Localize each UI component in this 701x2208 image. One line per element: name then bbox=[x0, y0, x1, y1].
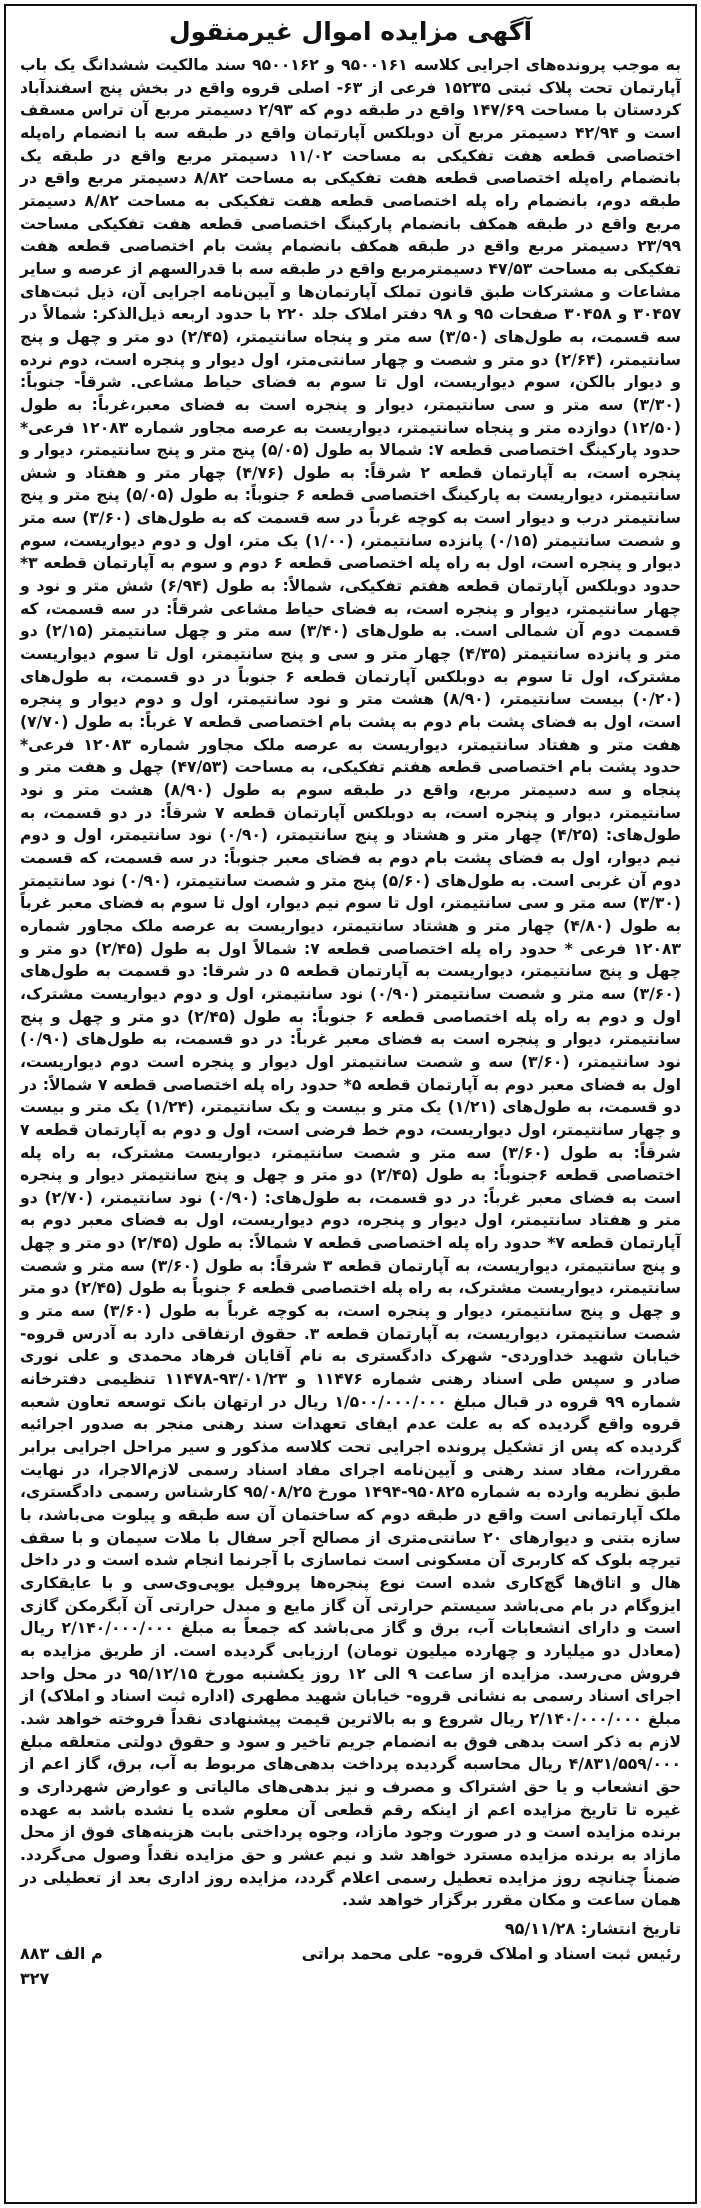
publish-date: تاریخ انتشار: ۹۵/۱۱/۲۸ bbox=[504, 1918, 681, 1938]
notice-footer bbox=[20, 1916, 681, 1991]
notice-title: آگهی مزایده اموال غیرمنقول bbox=[168, 17, 533, 46]
reference-code: م الف ۸۸۳ bbox=[20, 1943, 103, 1963]
page-code: ۳۲۷ bbox=[20, 1968, 50, 1988]
signature-text: رئیس ثبت اسناد و املاک قروه- علی محمد براتی bbox=[301, 1943, 681, 1963]
auction-notice bbox=[4, 4, 697, 2204]
notice-body: به موجب پرونده‌های اجرایی کلاسه ۹۵۰۰۱۶۱ و ۹۵۰۰۱۶۲ سند مالکیت ششدانگ یک باب آپارتمان تحت پلاک ثبتی ۱۵۲۳۵ فرعی از ۶۳- اصلی قروه واقع در بخش پنج اسفندآباد کردستان با مساحت ۱۴۷/۶۹ واقع در طبقه دوم که ۲/۹۳ دسیمتر مربع آن تراس مسقف است و ۴۲/۹۴ دسیمتر مربع آن دوبلکس آپارتمان واقع در طبقه سه با انضمام راه‌پله اختصاصی قطعه هفت تفکیکی به مساحت ۱۱/۰۲ دسیمتر مربع واقع در طبقه یک بانضمام راه‌پله اختصاصی قطعه هفت تفکیکی به مساحت ۸/۸۲ دسیمتر مربع واقع در طبقه دوم، بانضمام راه پله اختصاصی قطعه هفت تفکیکی به مساحت ۸/۸۲ دسیمتر مربع واقع در طبقه همکف بانضمام پارکینگ اختصاصی قطعه هفت تفکیکی مساحت ۲۳/۹۹ دسیمتر مربع واقع در طبقه همکف بانضمام پشت بام اختصاصی قطعه هفت تفکیکی به مساحت ۴۷/۵۳ دسیمترمربع واقع در طبقه سه با قدرالسهم از عرصه و سایر مشاعات و مشترکات طبق قانون تملک آپارتمان‌ها و آیین‌نامه اجرایی آن، ذیل ثبت‌های ۳۰۴۵۷ و ۳۰۴۵۸ صفحات ۹۵ و ۹۸ دفتر املاک جلد ۲۲۰ با حدود اربعه ذیل‌الذکر: شمالاً در سه قسمت، به طول‌های (۳/۵۰) سه متر و پنجاه سانتیمتر، (۲/۴۵) دو متر و چهل و پنج سانتیمتر، (۲/۶۴) دو متر و شصت و چهار سانتی‌متر، اول دیوار و پنجره است، دوم نرده و دیوار بالکن، سوم دیواریست، اول تا سوم به فضای حیاط مشاعی. شرقاً- جنوباً: (۳/۳۰) سه متر و سی سانتیمتر، دیوار و پنجره است به فضای معبر،غرباً: به طول (۱۲/۵۰) دوازده متر و پنجاه سانتیمتر، دیواریست به عرصه مجاور شماره ۱۲۰۸۳ فرعی* حدود پارکینگ اختصاصی قطعه ۷: شمالا به طول (۵/۰۵) پنج متر و پنج سانتیمتر، دیوار و پنجره است، به آپارتمان قطعه ۲ شرقاً: به طول (۴/۷۶) چهار متر و هفتاد و شش سانتیمتر، دیواریست به پارکینگ اختصاصی قطعه ۶ جنوباً: به طول (۵/۰۵) پنج متر و پنج سانتیمتر درب و دیوار است به کوچه غرباً در سه قسمت که به طول‌های (۳/۶۰) سه متر و شصت سانتیمتر (۰/۱۵) پانزده سانتیمتر، (۱/۰۰) یک متر، اول و دوم دیواریست، سوم دیوار و پنجره است، اول به راه پله اختصاصی قطعه ۶ دوم و سوم به آپارتمان قطعه ۳* حدود دوبلکس آپارتمان قطعه هفتم تفکیکی، شمالاً: به طول (۶/۹۴) شش متر و نود و چهار سانتیمتر، دیوار و پنجره است، به فضای حیاط مشاعی شرقاً: در سه قسمت، که قسمت دوم آن شمالی است. به طول‌های (۳/۴۰) سه متر و چهل سانتیمتر (۲/۱۵) دو متر و پانزده سانتیمتر (۴/۳۵) چهار متر و سی و پنج سانتیمتر، اول تا سوم دیواریست مشترک، اول تا سوم به دوبلکس آپارتمان قطعه ۶ جنوباً در دو قسمت، به طول‌های (۰/۲۰) بیست سانتیمتر، (۸/۹۰) هشت متر و نود سانتیمتر، اول و دوم دیوار و پنجره است، اول به فضای پشت بام دوم به پشت بام اختصاصی قطعه ۷ غرباً: به طول (۷/۷۰) هفت متر و هفتاد سانتیمتر، دیواریست به عرصه ملک مجاور شماره ۱۲۰۸۳ فرعی* حدود پشت بام اختصاصی قطعه هفتم تفکیکی، به مساحت (۴۷/۵۳) چهل و هفت متر و پنجاه و سه دسیمتر مربع، واقع در طبقه سوم به طول (۸/۹۰) هشت متر و نود سانتیمتر، دیوار و پنجره است، به دوبلکس آپارتمان قطعه ۷ شرقاً: در دو قسمت، به طول‌های: (۴/۲۵) چهار متر و هشتاد و پنج سانتیمتر، (۰/۹۰) نود سانتیمتر، اول و دوم نیم دیوار، اول به فضای پشت بام دوم به فضای معبر جنوباً: در سه قسمت، که قسمت دوم آن غربی است. به طول‌های (۵/۶۰) پنج متر و شصت سانتیمتر، (۰/۹۰) نود سانتیمتر (۳/۳۰) سه متر و سی سانتیمتر، اول تا سوم نیم دیوار، اول تا سوم به فضای معبر غرباً به طول (۴/۸۰) چهار متر و هشتاد سانتیمتر، دیواریست به عرصه ملک مجاور شماره ۱۲۰۸۳ فرعی * حدود راه پله اختصاصی قطعه ۷: شمالاً اول به طول (۲/۴۵) دو متر و چهل و پنج سانتیمتر، دیواریست به آپارتمان قطعه ۵ در شرقا: دو قسمت به طول‌های (۳/۶۰) سه متر و شصت سانتیمتر (۰/۹۰) نود سانتیمتر، اول و دوم دیواریست مشترک، اول و دوم به راه پله اختصاصی قطعه ۶ جنوباً: به طول (۲/۴۵) دو متر و چهل و پنج سانتیمتر، دیوار و پنجره است به فضای معبر غرباً: در دو قسمت، به طول‌های (۰/۹۰) نود سانتیمتر، (۳/۶۰) سه و شصت سانتیمتر اول دیوار و پنجره است دوم دیواریست، اول به فضای معبر دوم به آپارتمان قطعه ۵* حدود راه پله اختصاصی قطعه ۷ شمالاً: در دو قسمت، به طول‌های (۱/۲۱) یک متر و بیست و یک سانتیمتر، (۱/۲۴) یک متر و بیست و چهار سانتیمتر، اول دیواریست، دوم خط فرضی است، اول و دوم به آپارتمان قطعه ۷ شرقاً: به طول (۳/۶۰) سه متر و شصت سانتیمتر، دیواریست مشترک، به راه پله اختصاصی قطعه ۶جنوباً: به طول (۲/۴۵) دو متر و چهل و پنج سانتیمتر دیوار و پنجره است به فضای معبر غرباً: در دو قسمت، به طول‌های: (۰/۹۰) نود سانتیمتر، (۲/۷۰) دو متر و هفتاد سانتیمتر، اول دیوار و پنجره، دوم دیواریست، اول به فضای معبر دوم به آپارتمان قطعه ۷* حدود راه پله اختصاصی قطعه ۷ شمالاً: به طول (۲/۴۵) دو متر و چهل و پنج سانتیمتر، دیواریست، به آپارتمان قطعه ۳ شرقاً: به طول (۳/۶۰) سه متر و شصت سانتیمتر، دیواریست مشترک، به راه پله اختصاصی قطعه ۶ جنوباً به طول (۲/۴۵) دو متر و چهل و پنج سانتیمتر، دیوار و پنجره است، به کوچه غرباً به طول (۳/۶۰) سه متر و شصت سانتیمتر، دیواریست، به آپارتمان قطعه ۳. حقوق ارتفاقی دارد به آدرس قروه- خیابان شهید خداوردی- شهرک دادگستری به نام آقایان فرهاد محمدی و علی نوری صادر و سپس طی اسناد رهنی شماره ۱۱۴۷۶ و ۹۳/۰۱/۲۳-۱۱۴۷۸ تنظیمی دفترخانه شماره ۹۹ قروه در قبال مبلغ ۱/۵۰۰/۰۰۰/۰۰۰ ریال در ارتهان بانک توسعه تعاون شعبه قروه واقع گردیده که به علت عدم ایفای تعهدات سند رهنی منجر به صدور اجرائیه گردیده که پس از تشکیل پرونده اجرایی تحت کلاسه مذکور و سیر مراحل اجرایی برابر مقررات، مفاد سند رهنی و آیین‌نامه اجرای مفاد اسناد رسمی لازم‌الاجرا، در نهایت طبق نظریه وارده به شماره ۹۵۰۸۲۵-۱۴۹۴ مورخ ۹۵/۰۸/۲۵ کارشناس رسمی دادگستری، ملک آپارتمانی است واقع در طبقه دوم که ساختمان آن سه طبقه و پیلوت می‌باشد، با سازه بتنی و دیوارهای ۲۰ سانتی‌متری از مصالح آجر سفال با ملات سیمان و با سقف تیرچه بلوک که کاربری آن مسکونی است نماسازی با آجرنما انجام شده است و در داخل هال و اتاق‌ها گچ‌کاری شده است نوع پنجره‌ها پروفیل یوپی‌وی‌سی و با عایقکاری ایزوگام در بام می‌باشد سیستم حرارتی آن گاز مایع و مبدل حرارتی آن آبگرمکن گازی است و دارای انشعابات آب، برق و گاز می‌باشد که جمعاً به مبلغ ۲/۱۴۰/۰۰۰/۰۰۰ ریال (معادل دو میلیارد و چهارده میلیون تومان) ارزیابی گردیده است. از طریق مزایده به فروش می‌رسد. مزایده از ساعت ۹ الی ۱۲ روز یکشنبه مورخ ۹۵/۱۲/۱۵ در محل واحد اجرای اسناد رسمی به نشانی قروه- خیابان شهید مطهری (اداره ثبت اسناد و املاک) از مبلغ ۲/۱۴۰/۰۰۰/۰۰۰ ریال شروع و به بالاترین قیمت پیشنهادی نقداً فروخته خواهد شد. لازم به ذکر است بدهی فوق به انضمام جریم تاخیر و سود و حقوق دولتی متعلقه مبلغ ۴/۸۳۱/۵۵۹/۰۰۰ ریال محاسبه گردیده پرداخت بدهی‌های مربوط به آب، برق، گاز اعم از حق انشعاب و یا حق اشتراک و مصرف و نیز بدهی‌های مالیاتی و عوارض شهرداری و غیره تا تاریخ مزایده اعم از اینکه رقم قطعی آن معلوم شده یا نشده باشد به عهده برنده مزایده است و در صورت وجود مازاد، وجوه پرداختی بابت هزینه‌های فوق از محل مازاد به برنده مزایده مسترد خواهد شد و نیم عشر و حق مزایده نقداً وصول می‌گردد. ضمناً چنانچه روز مزایده تعطیل رسمی اعلام گردد، مزایده روز اداری بعد از تعطیلی در همان ساعت و مکان مقرر برگزار خواهد شد. bbox=[20, 56, 682, 1910]
signature-row bbox=[20, 1941, 681, 1966]
